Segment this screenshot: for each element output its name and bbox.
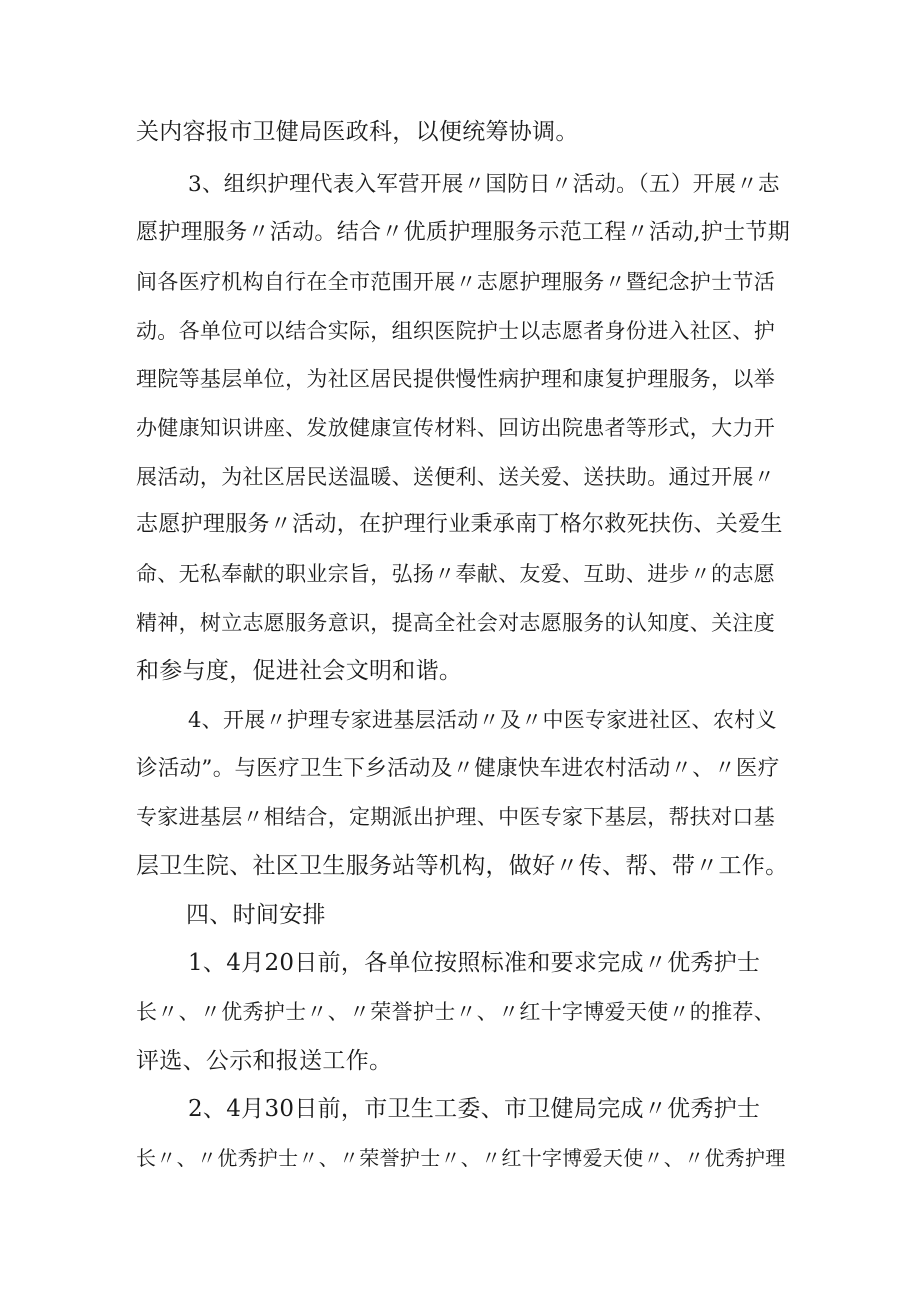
text-line: 诊活动”。与医疗卫生下乡活动及〃健康快车进农村活动〃、〃医疗 <box>136 756 780 781</box>
text-line: 展活动，为社区居民送温暖、送便利、送关爱、送扶助。通过开展〃 <box>136 465 775 489</box>
text-line: 志愿护理服务〃活动，在护理行业秉承南丁格尔救死扶伤、关爱生 <box>136 512 783 537</box>
text-line: 精神，树立志愿服务意识，提高全社会对志愿服务的认知度、关注度 <box>136 611 775 635</box>
text-line: 理院等基层单位，为社区居民提供慢性病护理和康复护理服务，以举 <box>136 367 775 391</box>
text-line: 长〃、〃优秀护士〃、〃荣誉护士〃、〃红十字博爱天使〃的推荐、 <box>136 1000 775 1024</box>
text-line: 3、组织护理代表入军营开展〃国防日〃活动。（五）开展〃志 <box>188 172 780 197</box>
text-line: 1、4月20日前，各单位按照标准和要求完成〃优秀护士 <box>188 950 761 976</box>
text-line: 评选、公示和报送工作。 <box>136 1048 393 1074</box>
text-line: 命、无私奉献的职业宗旨，弘扬〃奉献、友爱、互助、进步〃的志愿 <box>136 562 775 586</box>
text-line: 和参与度，促进社会文明和谐。 <box>136 658 463 684</box>
text-line: 关内容报市卫健局医政科，以便统筹协调。 <box>136 119 579 145</box>
text-line: 2、4月30日前，市卫生工委、市卫健局完成〃优秀护士 <box>188 1096 761 1122</box>
section-heading: 四、时间安排 <box>186 902 326 928</box>
text-line: 专家进基层〃相结合，定期派出护理、中医专家下基层，帮扶对口基 <box>136 805 775 829</box>
text-line: 4、开展〃护理专家进基层活动〃及〃中医专家进社区、农村义 <box>188 708 777 732</box>
text-line: 长〃、〃优秀护士〃、〃荣誉护士〃、〃红十字博爱天使〃、〃优秀护理 <box>136 1146 786 1170</box>
text-line: 间各医疗机构自行在全市范围开展〃志愿护理服务〃暨纪念护士节活 <box>136 270 775 294</box>
text-line: 动。各单位可以结合实际，组织医院护士以志愿者身份进入社区、护 <box>136 319 775 343</box>
text-line: 愿护理服务〃活动。结合〃优质护理服务示范工程〃活动,护士节期 <box>136 220 790 245</box>
text-line: 办健康知识讲座、发放健康宣传材料、回访出院患者等形式，大力开 <box>136 416 775 440</box>
text-line: 层卫生院、社区卫生服务站等机构，做好〃传、帮、带〃工作。 <box>136 853 789 879</box>
